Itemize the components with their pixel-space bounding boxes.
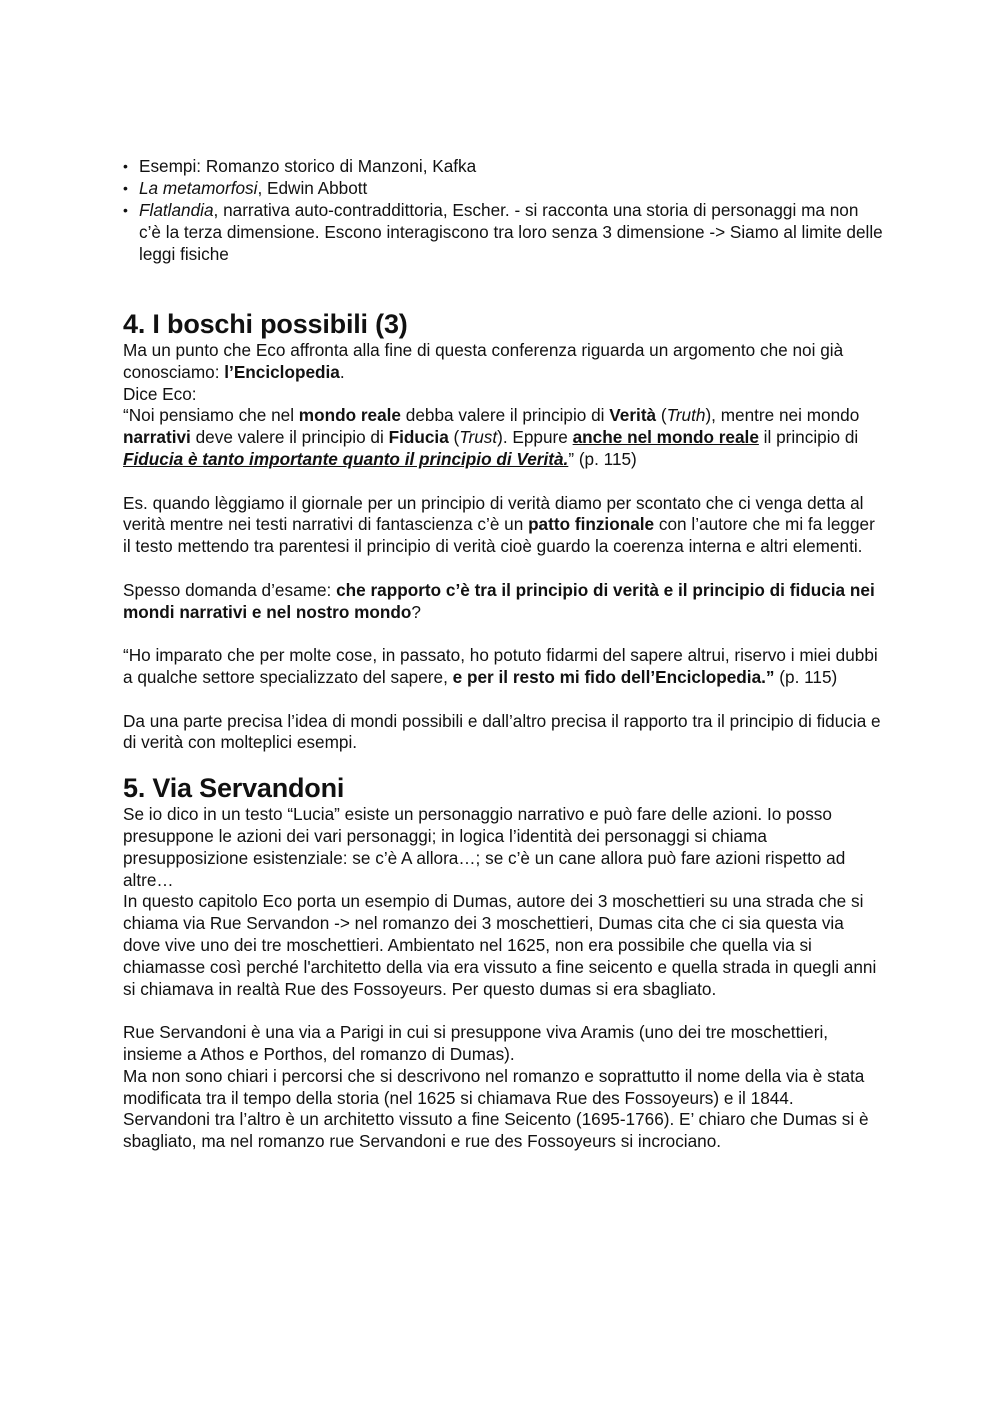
paragraph: Ma non sono chiari i percorsi che si descrivono nel romanzo e soprattutto il nome della via è stata modificata tra il tempo della storia (nel 1625 si chiamava Rue des Fossoyeurs) e il 1844. Servandoni tra l’altro è un architetto vissuto a fine Seicento (1695-1766). E’ chiaro che Dumas si è sbagliato, ma nel romanzo rue Servandoni e rue des Fossoyeurs si incrociano.: [123, 1065, 869, 1152]
bullet-icon: •: [123, 158, 128, 174]
bullet-icon: •: [123, 202, 128, 218]
quote-paragraph: “Noi pensiamo che nel mondo reale debba valere il principio di Verità (Truth), mentre nei mondo narrativi deve valere il principio di Fiducia (Trust). Eppure anche nel mondo reale il principio di Fiducia è tanto importante quanto il principio di Verità.” (p. 115): [123, 405, 860, 469]
quote-paragraph: “Ho imparato che per molte cose, in passato, ho potuto fidarmi del sapere altrui, riservo i miei dubbi a qualche settore specializzato del sapere, e per il resto mi fido dell’Enciclopedia.” (p. 115): [123, 645, 878, 687]
section-heading-5: 5. Via Servandoni: [123, 773, 345, 804]
work-title: La metamorfosi: [139, 178, 258, 198]
list-item: • Flatlandia, narrativa auto-contraddittoria, Escher. - si racconta una storia di personaggi ma non c’è la terza dimensione. Escono interagiscono tra loro senza 3 dimensione -> Siamo al limite delle leggi fisiche: [123, 200, 883, 264]
work-title: Flatlandia: [139, 200, 214, 220]
page-content: [123, 155, 883, 1153]
spacer: [123, 689, 883, 711]
list-item: • Esempi: Romanzo storico di Manzoni, Kafka: [123, 156, 477, 176]
paragraph: Rue Servandoni è una via a Parigi in cui si presuppone viva Aramis (uno dei tre moschettieri, insieme a Athos e Porthos, del romanzo di Dumas).: [123, 1022, 829, 1064]
section-heading-4: 4. I boschi possibili (3): [123, 309, 408, 339]
examples-list: [123, 155, 883, 265]
paragraph: In questo capitolo Eco porta un esempio di Dumas, autore dei 3 moschettieri su una strada che si chiama via Rue Servandon -> nel romanzo dei 3 moschettieri, Dumas cita che ci sia questa via dove vive uno dei tre moschettieri. Ambientato nel 1625, non era possibile che quella via si chiamasse così perché l'architetto della via era vissuto a fine seicento e quella strada in quegli anni si chiamava in realtà Rue des Fossoyeurs. Per questo dumas si era sbagliato.: [123, 891, 877, 999]
spacer: [123, 623, 883, 645]
paragraph: Es. quando lèggiamo il giornale per un principio di verità diamo per scontato che ci venga detta al verità mentre nei testi narrativi di fantascienza c’è un patto finzionale con l’autore che mi fa legger il testo mettendo tra parentesi il principio di verità cioè guardo la coerenza interna e altri elementi.: [123, 492, 875, 557]
paragraph: Dice Eco:: [123, 383, 197, 404]
spacer: [123, 558, 883, 580]
exam-question: Spesso domanda d’esame: che rapporto c’è tra il principio di verità e il principio di fiducia nei mondi narrativi e nel nostro mondo?: [123, 579, 875, 622]
bullet-icon: •: [123, 180, 128, 196]
paragraph: Da una parte precisa l’idea di mondi possibili e dall’altro precisa il rapporto tra il principio di fiducia e di verità con molteplici esempi.: [123, 710, 881, 753]
paragraph: Ma un punto che Eco affronta alla fine di questa conferenza riguarda un argomento che noi già conosciamo: l’Enciclopedia.: [123, 340, 844, 382]
spacer: [123, 471, 883, 493]
list-item: • La metamorfosi, Edwin Abbott: [123, 178, 368, 198]
paragraph: Se io dico in un testo “Lucia” esiste un personaggio narrativo e può fare delle azioni. Io posso presuppone le azioni dei vari personaggi; in logica l’identità dei personaggi si chiama presupposizione esistenziale: se c’è A allora…; se c’è un cane allora può fare azioni rispetto ad altre…: [123, 804, 846, 890]
spacer: [123, 1000, 883, 1022]
